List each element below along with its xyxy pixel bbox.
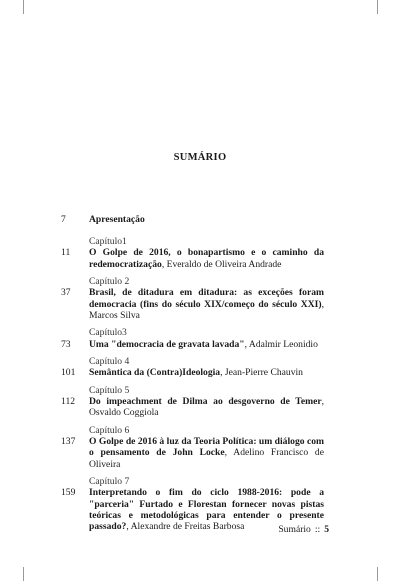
chapter-title: Apresentação <box>89 214 145 225</box>
chapter-author: Marcos Silva <box>89 309 140 321</box>
page-title: SUMÁRIO <box>173 152 227 163</box>
entry-text: 73 Uma "democracia de gravata lavada", Adalmir Leonidio <box>61 338 318 350</box>
chapter-title: Brasil, de ditadura em ditadura: as exceções foram democracia (fins do século XIX/começo do século XXI) <box>89 287 324 310</box>
entry-text: 137 O Golpe de 2016 à luz da Teoria Política: um diálogo com o pensamento de John Locke, Adelino Francisco de Oliveira <box>61 436 324 470</box>
chapter-label: Capítulo 7 <box>89 476 130 488</box>
chapter-label: Capítulo 5 <box>89 385 130 396</box>
crop-mark <box>23 567 24 581</box>
chapter-label: Capítulo 4 <box>89 356 130 368</box>
crop-mark <box>23 0 24 14</box>
page-number: 7 <box>61 214 66 225</box>
chapter-title: Do impeachment de Dilma ao desgoverno de Temer <box>89 396 322 408</box>
chapter-title: Semântica da (Contra)Ideologia <box>89 367 221 379</box>
toc-entry <box>61 327 324 350</box>
chapter-author: Adalmir Leonidio <box>248 338 318 350</box>
chapter-title: O Golpe de 2016, o bonapartismo e o caminho da redemocratização <box>89 247 324 270</box>
footer-separator: :: <box>314 524 321 535</box>
entry-text: 37 Brasil, de ditadura em ditadura: as exceções foram democracia (fins do século XIX/começo do século XXI), Marcos Silva <box>61 287 324 321</box>
footer-page-number: 5 <box>324 524 329 535</box>
toc-entry <box>61 236 324 270</box>
crop-mark <box>377 567 378 581</box>
chapter-title: O Golpe de 2016 à luz da Teoria Política: um diálogo com o pensamento de John Locke <box>89 436 324 459</box>
chapter-title: Interpretando o fim do ciclo 1988-2016: pode a "parceria" Furtado e Florestan fornecer novas pistas teóricas e metodológicas para entender o presente passado? <box>89 487 324 533</box>
chapter-label: Capítulo3 <box>89 327 127 339</box>
page-number: 159 <box>61 487 76 499</box>
chapter-author: Osvaldo Coggiola <box>89 407 159 419</box>
chapter-author: Jean-Pierre Chauvin <box>224 367 303 379</box>
page-footer <box>0 524 329 535</box>
table-of-contents <box>61 214 324 539</box>
chapter-label: Capítulo 2 <box>89 276 130 288</box>
chapter-author: Adelino Francisco de Oliveira <box>89 447 324 470</box>
page-number: 137 <box>61 436 76 448</box>
chapter-author: Everaldo de Oliveira Andrade <box>166 258 282 270</box>
chapter-label: Capítulo 6 <box>89 425 130 436</box>
entry-text: 11 O Golpe de 2016, o bonapartismo e o caminho da redemocratização, Everaldo de Oliveira Andrade <box>61 247 324 270</box>
page-number: 112 <box>61 396 76 408</box>
chapter-author: Alexandre de Freitas Barbosa <box>130 521 245 533</box>
chapter-label: Capítulo1 <box>89 236 127 248</box>
page-number: 101 <box>61 367 76 379</box>
entry-text: 112 Do impeachment de Dilma ao desgoverno de Temer, Osvaldo Coggiola <box>61 396 324 419</box>
page-number: 37 <box>61 287 71 299</box>
footer-label: Sumário <box>278 524 311 535</box>
crop-mark <box>377 0 378 14</box>
chapter-title: Uma "democracia de gravata lavada" <box>89 338 245 350</box>
toc-entry <box>61 425 324 470</box>
entry-text <box>61 214 324 225</box>
toc-entry <box>61 385 324 419</box>
page-number: 11 <box>61 247 71 259</box>
entry-text: 101 Semântica da (Contra)Ideologia, Jean-Pierre Chauvin <box>61 367 303 379</box>
entry-text: 159 Interpretando o fim do ciclo 1988-2016: pode a "parceria" Furtado e Florestan fornecer novas pistas teóricas e metodológicas para entender o presente passado?, Alexandre de Freitas Barbosa <box>61 487 324 533</box>
toc-entry <box>61 214 324 225</box>
toc-entry <box>61 356 324 379</box>
toc-entry <box>61 276 324 321</box>
page-number: 73 <box>61 338 71 350</box>
